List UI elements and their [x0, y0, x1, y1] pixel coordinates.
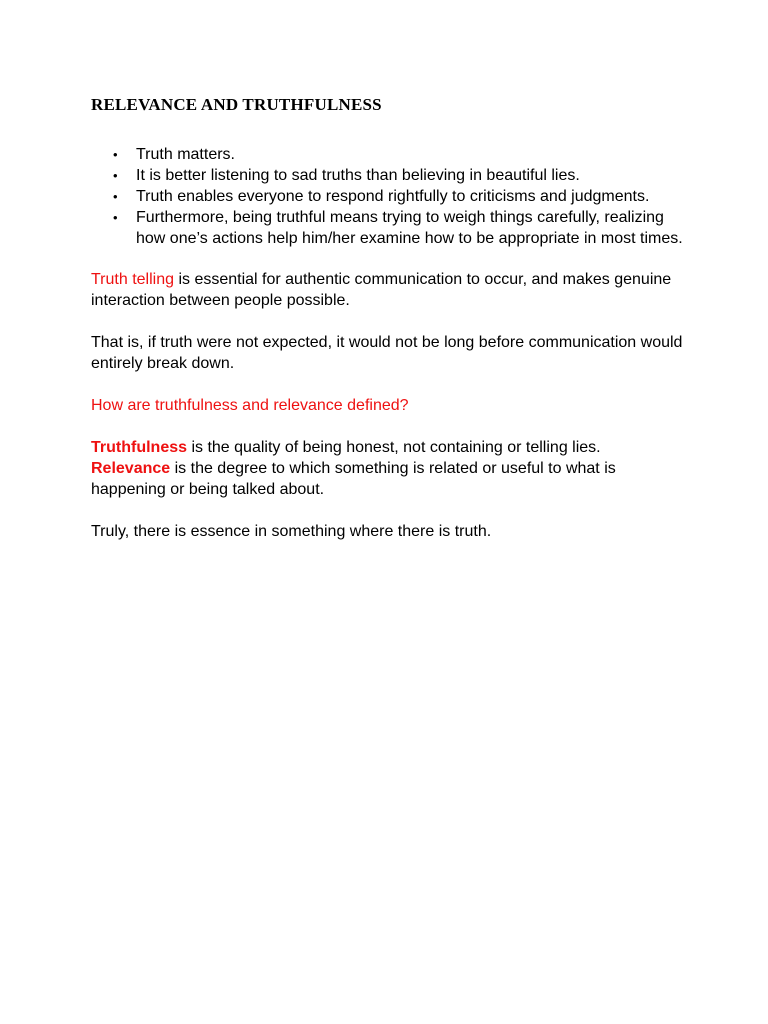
- list-item-text: Truth enables everyone to respond rightfully to criticisms and judgments.: [136, 188, 650, 205]
- definition-text: is the quality of being honest, not containing or telling lies.: [187, 439, 601, 456]
- list-item: [91, 186, 691, 207]
- bullet-list: [91, 144, 691, 249]
- definition-text: is the degree to which something is related or useful to what is happening or being talked about.: [91, 460, 616, 498]
- closing-paragraph: Truly, there is essence in something where there is truth.: [91, 523, 492, 540]
- list-item: [91, 207, 691, 249]
- list-item: [91, 144, 691, 165]
- list-item-text: Truth matters.: [136, 146, 235, 163]
- bullet-icon: •: [113, 168, 118, 183]
- paragraph-truth-telling: [91, 269, 691, 311]
- bullet-icon: •: [113, 147, 118, 162]
- paragraph-text: is essential for authentic communication to occur, and makes genuine interaction between people possible.: [91, 271, 672, 309]
- paragraph-expectation: That is, if truth were not expected, it would not be long before communication would entirely break down.: [91, 334, 683, 372]
- document-content: [91, 94, 691, 542]
- highlight-truth-telling: Truth telling: [91, 271, 174, 288]
- bullet-icon: •: [113, 210, 118, 225]
- list-item-text: It is better listening to sad truths than believing in beautiful lies.: [136, 167, 580, 184]
- definitions-block: [91, 437, 691, 500]
- list-item: [91, 165, 691, 186]
- term-relevance: Relevance: [91, 460, 171, 477]
- bullet-icon: •: [113, 189, 118, 204]
- term-truthfulness: Truthfulness: [91, 439, 188, 456]
- question-heading: How are truthfulness and relevance defined?: [91, 397, 409, 414]
- list-item-text: Furthermore, being truthful means trying to weigh things carefully, realizing how one’s actions help him/her examine how to be appropriate in most times.: [136, 209, 683, 247]
- document-title: RELEVANCE AND TRUTHFULNESS: [91, 95, 382, 114]
